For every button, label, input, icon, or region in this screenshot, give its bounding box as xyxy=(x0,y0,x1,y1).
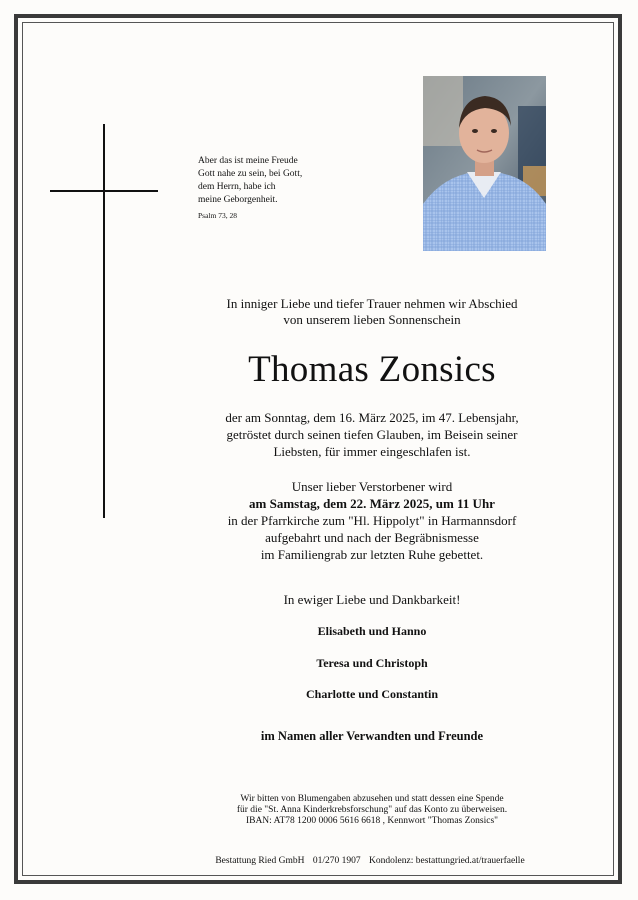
burial-date: am Samstag, dem 22. März 2025, um 11 Uhr xyxy=(249,496,495,511)
family-line: im Namen aller Verwandten und Freunde xyxy=(260,729,484,743)
footer-phone: 01/270 1907 xyxy=(312,856,361,866)
burial-details xyxy=(190,478,554,563)
mourner-name: Elisabeth und Hanno xyxy=(317,624,427,638)
verse-line: meine Geborgenheit. xyxy=(198,195,278,205)
intro-line: von unserem lieben Sonnenschein xyxy=(283,312,461,327)
death-notice-line: Liebsten, für immer eingeschlafen ist. xyxy=(273,444,471,459)
verse-line: dem Herrn, habe ich xyxy=(198,182,276,192)
footer xyxy=(180,855,560,867)
donation-request xyxy=(190,794,554,827)
burial-line: Unser lieber Verstorbener wird xyxy=(291,479,453,494)
portrait-photo xyxy=(423,76,546,251)
death-notice-line: getröstet durch seinen tiefen Glauben, im Beisein seiner xyxy=(226,427,518,442)
mourner-name: Charlotte und Constantin xyxy=(305,687,439,701)
portrait-image xyxy=(423,76,546,251)
footer-condolence-link[interactable]: Kondolenz: bestattungried.at/trauerfaelle xyxy=(369,856,525,866)
verse-reference: Psalm 73, 28 xyxy=(198,211,237,220)
mourner-name: Teresa und Christoph xyxy=(316,656,428,670)
burial-line: im Familiengrab zur letzten Ruhe gebettet. xyxy=(260,547,484,562)
verse-line: Aber das ist meine Freude xyxy=(198,156,298,166)
donation-line: IBAN: AT78 1200 0006 5616 6618 , Kennwort "Thomas Zonsics" xyxy=(245,816,499,826)
thanks-line: In ewiger Liebe und Dankbarkeit! xyxy=(283,592,461,607)
death-notice-line: der am Sonntag, dem 16. März 2025, im 47. Lebensjahr, xyxy=(225,410,519,425)
cross-horizontal-bar xyxy=(50,190,158,192)
cross-vertical-bar xyxy=(103,124,105,518)
burial-line: aufgebahrt und nach der Begräbnismesse xyxy=(265,530,479,545)
intro-text xyxy=(190,296,554,328)
verse-line: Gott nahe zu sein, bei Gott, xyxy=(198,169,303,179)
psalm-verse xyxy=(198,155,358,222)
death-notice xyxy=(190,409,554,460)
intro-line: In inniger Liebe und tiefer Trauer nehmen wir Abschied xyxy=(226,296,518,311)
burial-line: in der Pfarrkirche zum "Hl. Hippolyt" in Harmannsdorf xyxy=(227,513,517,528)
footer-company: Bestattung Ried GmbH xyxy=(215,856,305,866)
donation-line: Wir bitten von Blumengaben abzusehen und statt dessen eine Spende xyxy=(240,794,504,804)
donation-line: für die "St. Anna Kinderkrebsforschung" auf das Konto zu überweisen. xyxy=(236,805,508,815)
deceased-name: Thomas Zonsics xyxy=(248,349,496,390)
